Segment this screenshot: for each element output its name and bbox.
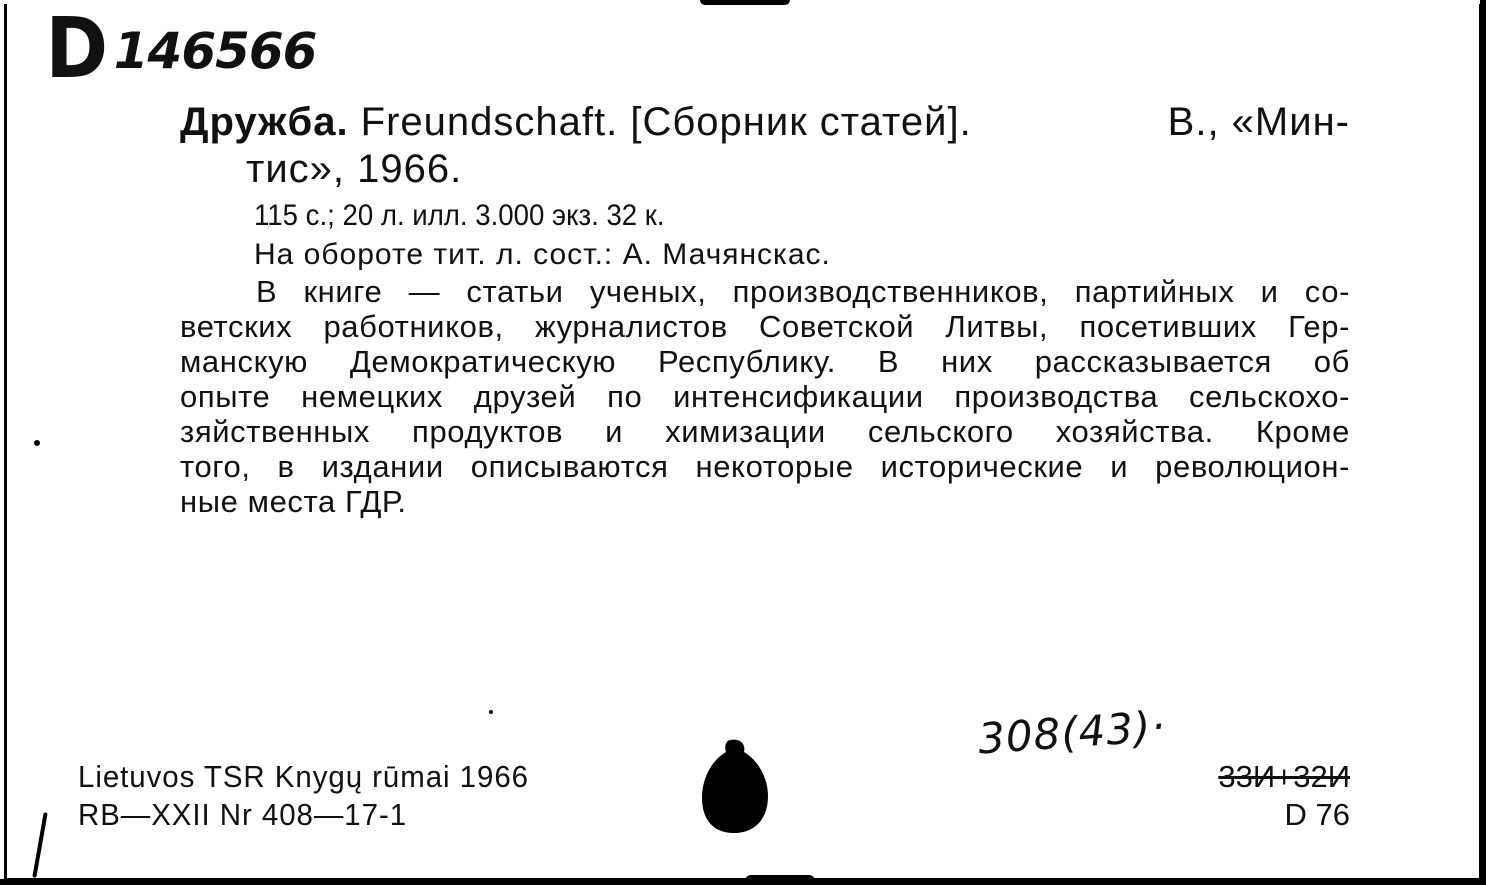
card-edge-bottom: [0, 879, 1486, 885]
publisher-end: тис», 1966.: [246, 147, 463, 191]
publisher-start: В., «Мин-: [1167, 100, 1350, 144]
abstract-line: манскую Демократическую Республику. В них рассказывается об: [180, 344, 1350, 379]
abstract-line: В книге — статьи ученых, производственников, партийных и со-: [256, 274, 1350, 309]
stray-dot: [489, 710, 493, 714]
shelf-code: D 76: [1284, 797, 1350, 832]
call-number: [42, 0, 317, 97]
title-parallel: Freundschaft. [Сборник статей].: [348, 100, 972, 144]
imprint-line-2: RB—XXII Nr 408—17-1: [78, 797, 408, 832]
physical-description: 115 с.; 20 л. илл. 3.000 экз. 32 к.: [254, 199, 665, 232]
abstract-line: ветских работников, журналистов Советской Литвы, посетивших Гер-: [180, 309, 1350, 344]
card-edge-right: [1480, 0, 1486, 885]
top-edge-mark: [700, 0, 790, 5]
bottom-edge-mark: [745, 875, 815, 881]
struck-code: 33И+32И: [1218, 759, 1350, 794]
bibliographic-entry: [180, 98, 1350, 519]
abstract: [180, 274, 1350, 519]
abstract-line: ные места ГДР.: [180, 484, 407, 519]
call-number-digits: 146566: [113, 22, 317, 80]
ink-blot: [700, 738, 770, 834]
imprint-line-1: Lietuvos TSR Knygų rūmai 1966: [78, 759, 529, 794]
abstract-line: опыте немецких друзей по интенсификации производства сельскохо-: [180, 379, 1350, 414]
title: [180, 98, 972, 146]
classification-handwritten: 308(43)·: [976, 701, 1168, 764]
title-main: Дружба.: [180, 100, 349, 144]
title-line: [180, 98, 1350, 146]
compiler-note: На обороте тит. л. сост.: А. Мачянскас.: [254, 238, 831, 271]
abstract-line: зяйственных продуктов и химизации сельского хозяйства. Кроме: [180, 414, 1350, 449]
imprint: [78, 758, 529, 834]
call-number-letter: D: [45, 0, 107, 97]
stray-dot: [34, 440, 40, 446]
abstract-line: того, в издании описываются некоторые исторические и революцион-: [180, 449, 1350, 484]
codes: [1218, 758, 1350, 834]
